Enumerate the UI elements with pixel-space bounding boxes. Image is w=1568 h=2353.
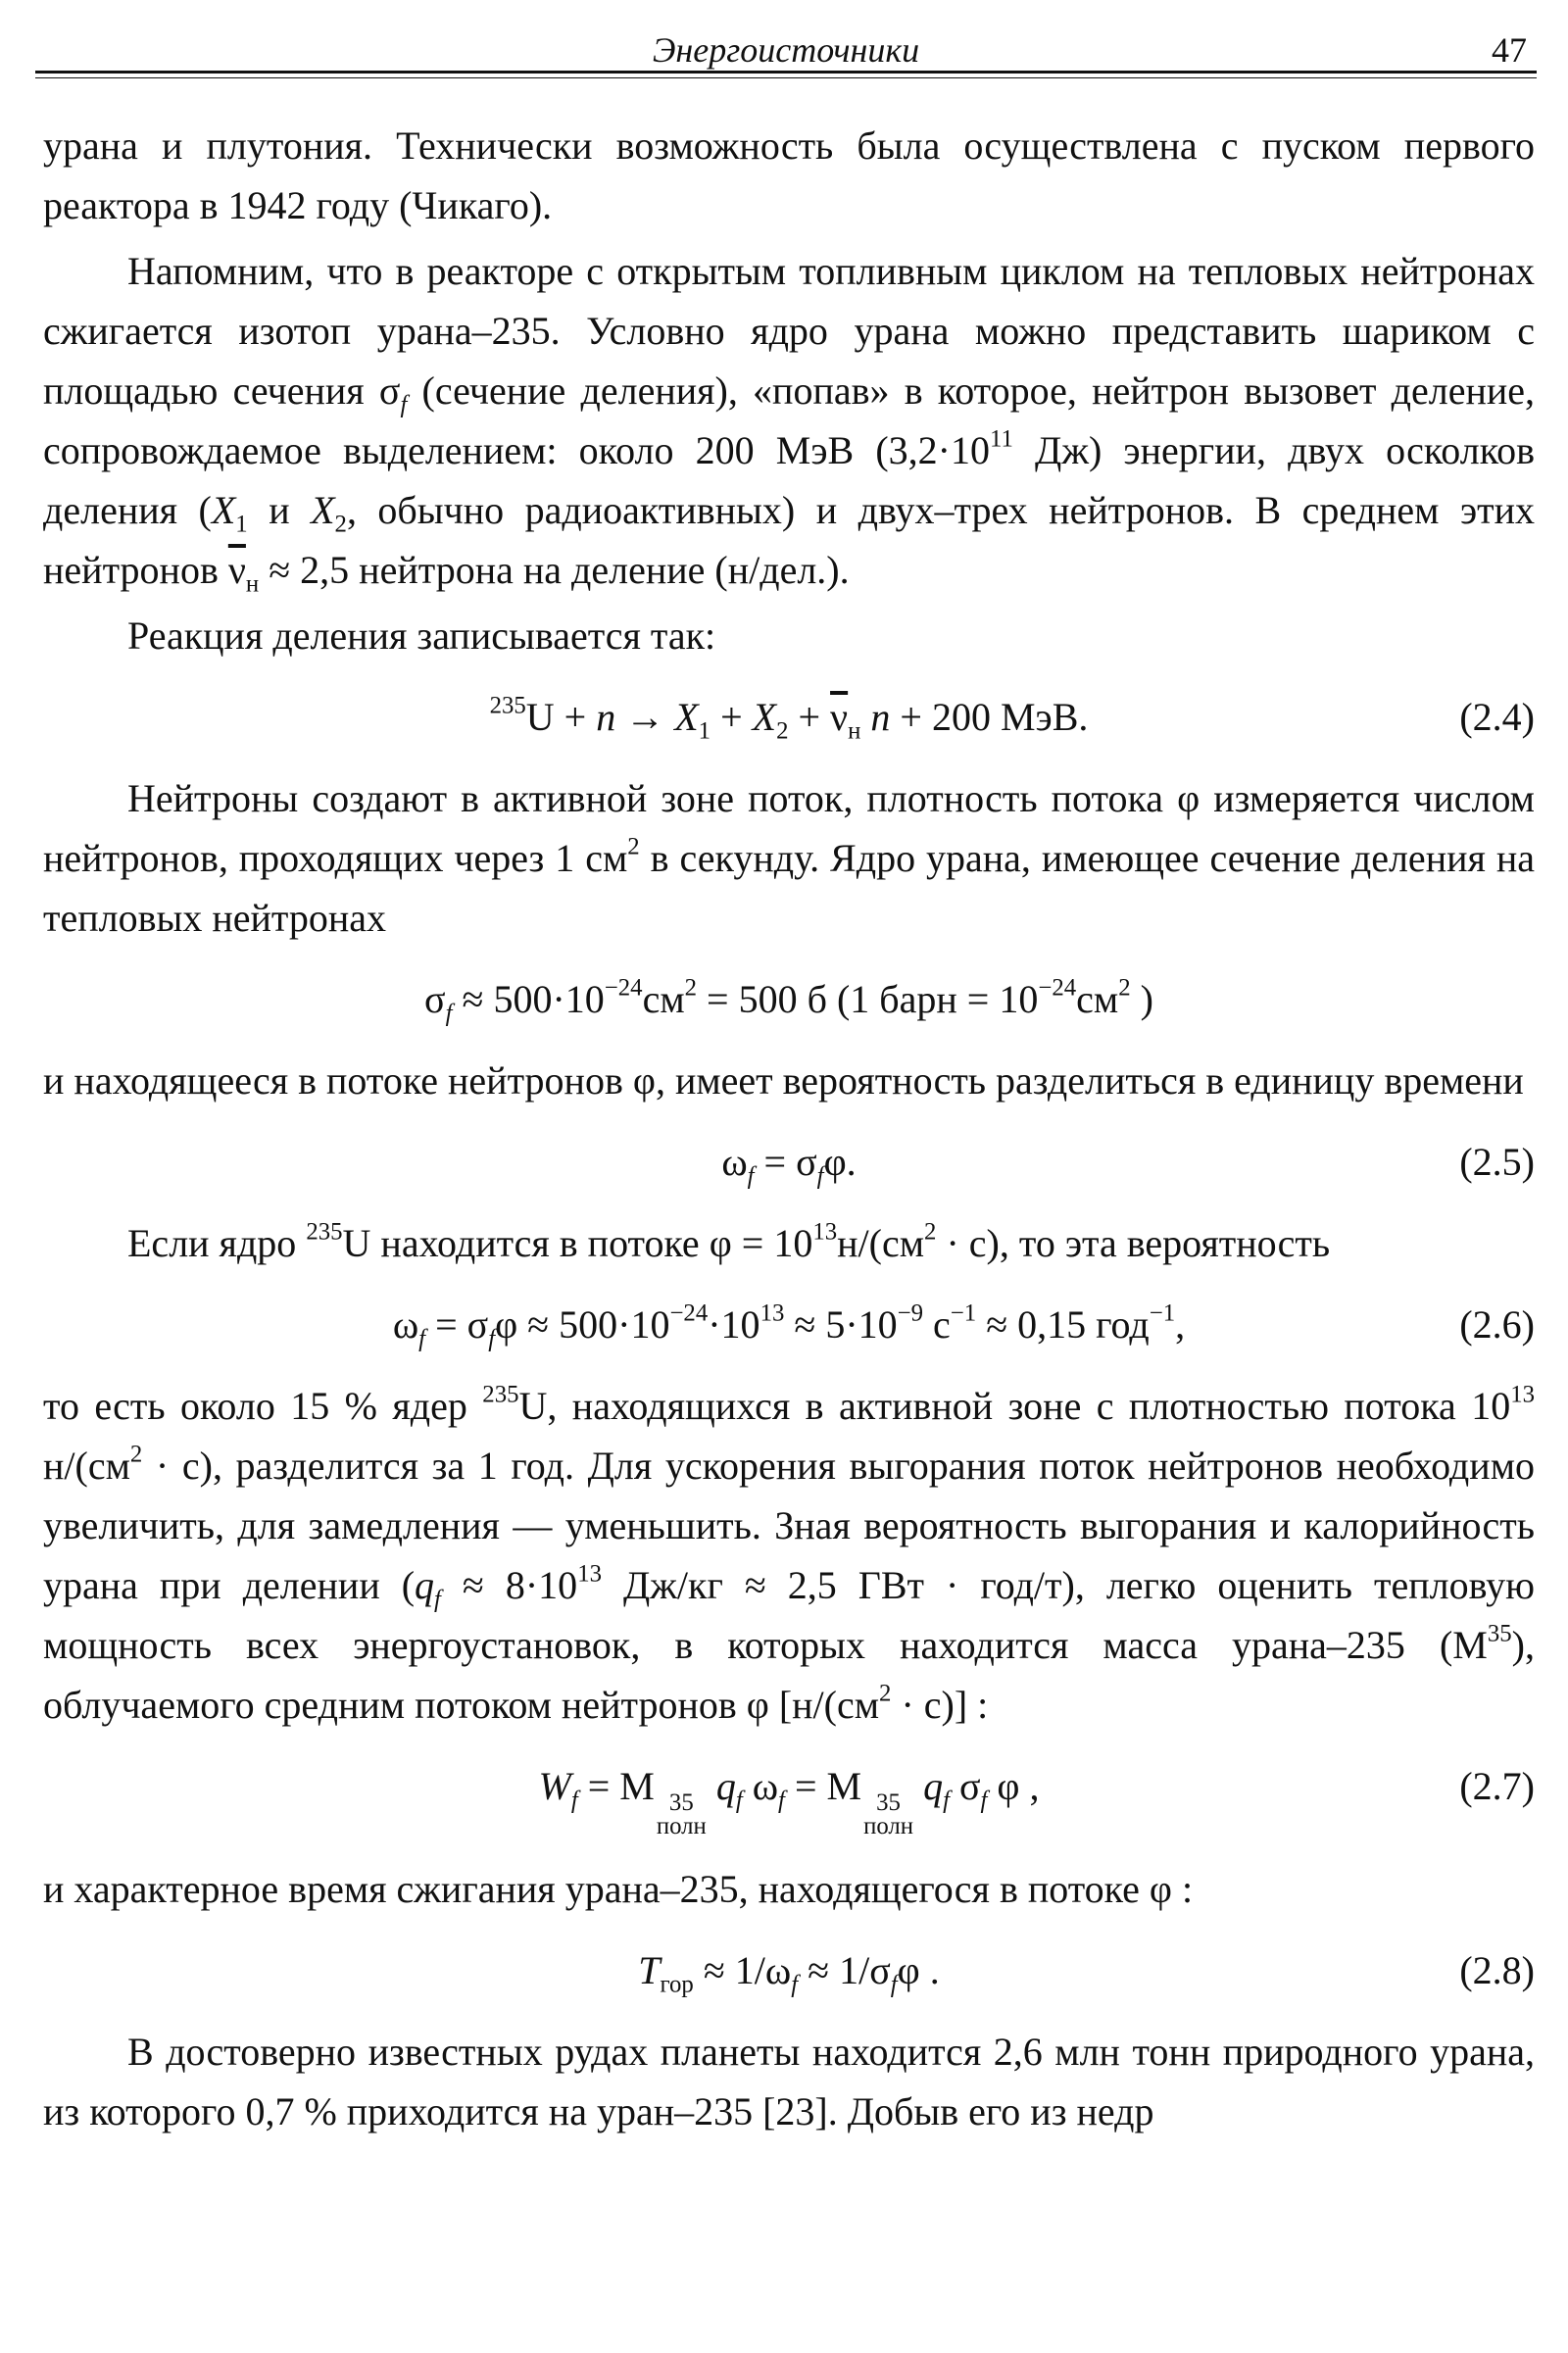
header-title: Энергоисточники — [652, 30, 920, 70]
equation-2-6: $\omega_f = \sigma_f\varphi \approx 500\cdot 10^{-24}\cdot 10^{13} \approx 5\cdot 10^{-9}$ $с^{-1} \approx 0,15$ год$^{-1}$, (2.6) — [43, 1295, 1535, 1354]
equation-number: (2.5) — [1459, 1140, 1535, 1184]
page-number: 47 — [1492, 30, 1527, 70]
paragraph-6: Если ядро $^{235}$U находится в потоке $\varphi = 10^{13}н/(см^2 \cdot с)$, то эта вероятность — [127, 1218, 1331, 1265]
equation-sigma: $\sigma_f \approx 500\cdot 10^{-24}см^2 = 500$ б (1 барн = $10^{-24}см^2$ ) — [424, 974, 1153, 1027]
equation-number: (2.8) — [1459, 1948, 1535, 1993]
paragraph-7: то есть около 15 % ядер $^{235}$U, находящихся в активной зоне с плотностью потока $10^{13}$ $н/(см^2 \cdot с)$, разделится за 1 год. Для ускорения выгорания поток нейтронов необходимо увеличить, для замедления — уменьшить. Зная вероятность выгорания и калорийность урана при делении ($q_f \approx 8\cdot 10^{13}$ Дж/кг ≈ 2,5 ГВт · год/т), легко оценить тепловую мощность всех энергоустановок, в которых находится масса урана–235 $(M^{35})$, облучаемого средним потоком нейтронов φ $[н/(см^2 \cdot с)]$ : — [43, 1381, 1536, 1727]
equation-number: (2.4) — [1459, 695, 1535, 739]
equation-number: (2.6) — [1459, 1302, 1535, 1347]
paragraph-1: урана и плутония. Технически возможность была осуществлена с пуском первого реактора в 1942 году (Чикаго). — [43, 123, 1535, 227]
header-rule — [35, 71, 1537, 74]
equation-2-8: $T_{гор} \approx 1/\omega_f \approx 1/\sigma_f\varphi$ . (2.8) — [43, 1940, 1535, 2000]
header-rule-thin — [35, 77, 1537, 78]
paragraph-2: Напомним, что в реакторе с открытым топливным циклом на тепловых нейтронах сжигается изотоп урана–235. Условно ядро урана можно представить шариком с площадью сечения $\sigma_f$ (сечение деления), «попав» в которое, нейтрон вызовет деление, сопровождаемое выделением: около 200 МэВ ($3,2\cdot 10^{11}$ Дж) энергии, двух осколков деления ($X_1$ и $X_2$, обычно радиоактивных) и двух–трех нейтронов. В среднем этих нейтронов $\overline{\nu}_н \approx 2,5$ нейтрона на деление (н/дел.). — [43, 249, 1536, 598]
paragraph-3: Реакция деления записывается так: — [127, 613, 716, 658]
equation-2-7: $W_f = M$ 35 полн $q_f$ $\omega_f = M$ 35 полн $q_f$ $\sigma_f$ φ , (2.7) — [43, 1756, 1535, 1838]
paragraph-5: и находящееся в потоке нейтронов φ, имеет вероятность разделиться в единицу времени — [43, 1058, 1524, 1103]
paragraph-9: В достоверно известных рудах планеты находится 2,6 млн тонн природного урана, из которого 0,7 % приходится на уран–235 [23]. Добыв его из недр — [43, 2030, 1535, 2134]
running-header — [35, 22, 1537, 71]
paragraph-8: и характерное время сжигания урана–235, находящегося в потоке φ : — [43, 1867, 1194, 1912]
equation-2-5: $\omega_f = \sigma_f\varphi$. (2.5) — [43, 1132, 1535, 1192]
equation-number: (2.7) — [1459, 1764, 1535, 1808]
body-text — [43, 116, 1535, 2141]
paragraph-4: Нейтроны создают в активной зоне поток, плотность потока φ измеряется числом нейтронов, проходящих через 1 $см^2$ в секунду. Ядро урана, имеющее сечение деления на тепловых нейтронах — [43, 776, 1536, 940]
equation-2-4: $^{235}U + n \to X_1 + X_2 + \overline{\nu}_н$ n + 200 МэВ. (2.4) — [43, 687, 1535, 747]
